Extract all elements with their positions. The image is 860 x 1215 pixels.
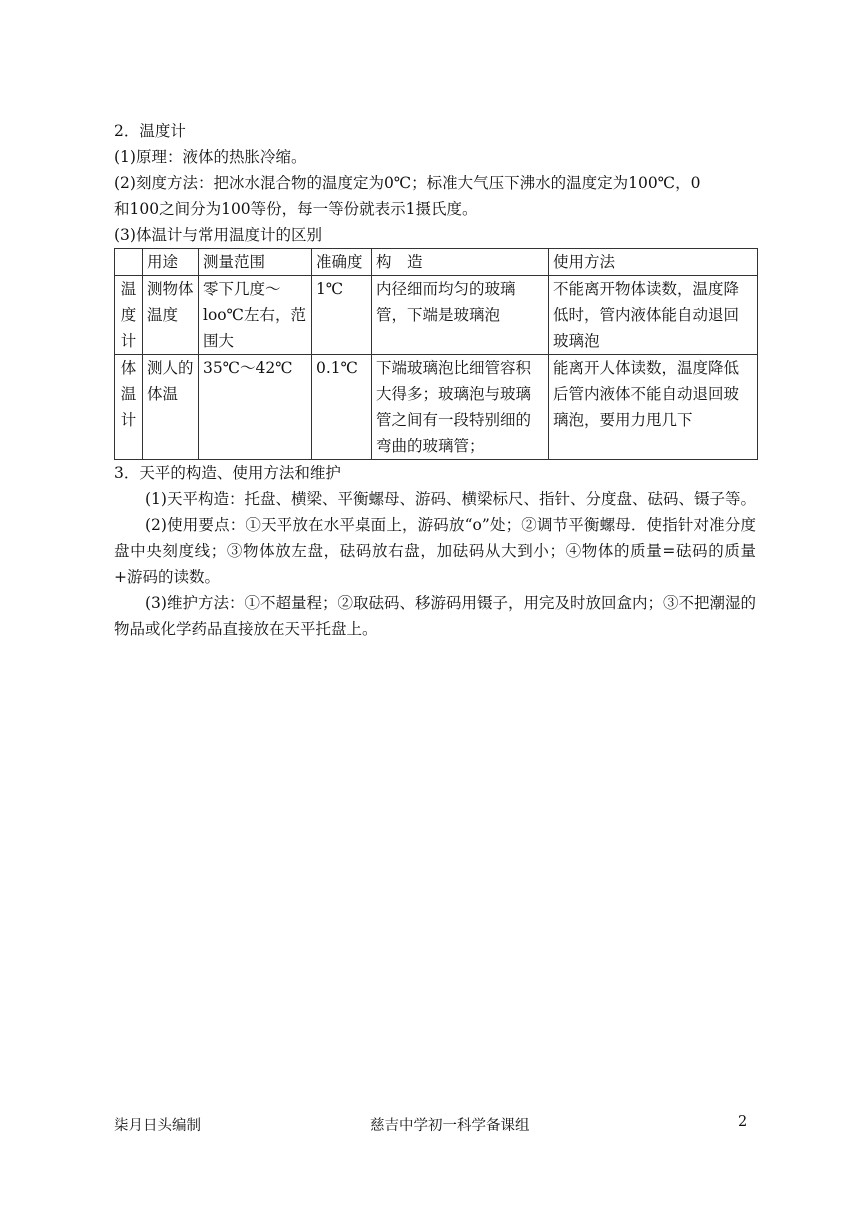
section-heading-balance: 3．天平的构造、使用方法和维护 [114, 464, 341, 482]
balance-structure-paragraph: (1)天平构造：托盘、横梁、平衡螺母、游码、横梁标尺、指针、分度盘、砝码、镊子等。 [145, 490, 756, 508]
table-cell: 测物体温度 [143, 276, 199, 355]
table-cell: 0.1℃ [312, 355, 372, 460]
table-cell: 测人的体温 [143, 355, 199, 460]
header-cell [115, 249, 143, 276]
comparison-heading: (3)体温计与常用温度计的区别 [114, 226, 322, 244]
scale-method-line-1: (2)刻度方法：把冰水混合物的温度定为0℃；标准大气压下沸水的温度定为100℃，0 [114, 174, 701, 192]
table-cell: 1℃ [312, 276, 372, 355]
page-number: 2 [738, 1114, 748, 1130]
table-cell: 内径细而均匀的玻璃管，下端是玻璃泡 [372, 276, 549, 355]
table-cell: 下端玻璃泡比细管容积大得多；玻璃泡与玻璃管之间有一段特别细的弯曲的玻璃管； [372, 355, 549, 460]
scale-method-line-2: 和100之间分为100等份，每一等份就表示1摄氏度。 [114, 200, 478, 218]
page-content [114, 118, 756, 642]
table-row [115, 276, 758, 355]
table-cell: 35℃～42℃ [199, 355, 312, 460]
header-cell: 测量范围 [199, 249, 312, 276]
table-header-row [115, 249, 758, 276]
table-cell: 温度计 [115, 276, 143, 355]
table-cell: 能离开人体读数，温度降低后管内液体不能自动退回玻璃泡，要用力甩几下 [549, 355, 758, 460]
table-cell: 不能离开物体读数，温度降低时，管内液体能自动退回玻璃泡 [549, 276, 758, 355]
table-cell: 体温计 [115, 355, 143, 460]
table-row [115, 355, 758, 460]
footer-author: 柒月日头编制 [114, 1118, 201, 1134]
header-cell: 用途 [143, 249, 199, 276]
balance-usage-paragraph: (2)使用要点：①天平放在水平桌面上，游码放“o”处；②调节平衡螺母．使指针对准分度盘中央刻度线；③物体放左盘，砝码放右盘，加砝码从大到小；④物体的质量=砝码的质量+游码的读数。 [114, 516, 756, 586]
section-heading-thermometer: 2．温度计 [114, 122, 186, 140]
principle-paragraph: (1)原理：液体的热胀冷缩。 [114, 148, 307, 166]
thermometer-comparison-table [114, 248, 758, 460]
header-cell: 使用方法 [549, 249, 758, 276]
footer-group: 慈吉中学初一科学备课组 [370, 1118, 530, 1134]
balance-maintenance-paragraph: (3)维护方法：①不超量程；②取砝码、移游码用镊子，用完及时放回盒内；③不把潮湿的物品或化学药品直接放在天平托盘上。 [114, 594, 756, 638]
table-cell: 零下几度～loo℃左右，范围大 [199, 276, 312, 355]
header-cell: 构 造 [372, 249, 549, 276]
header-cell: 准确度 [312, 249, 372, 276]
